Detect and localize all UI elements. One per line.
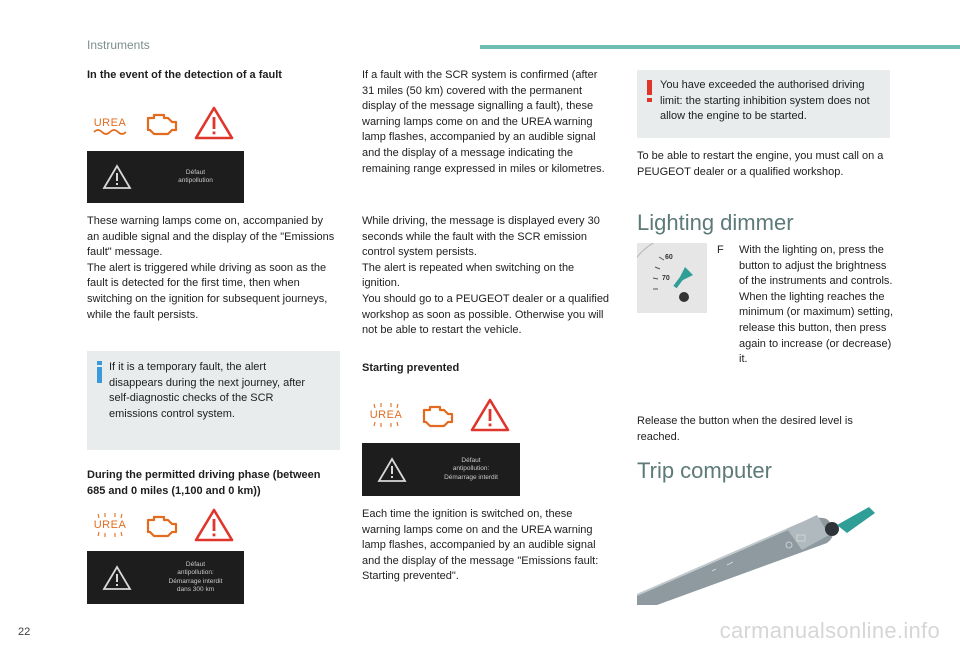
page-number: 22 <box>18 626 31 638</box>
stalk-button-icon <box>825 522 839 536</box>
text-block-confirmed-fault <box>362 68 612 177</box>
display-warning-icon <box>87 164 147 190</box>
info-text: If it is a temporary fault, the alert disappears during the next journey, after self-diagnostic checks of the SCR emissions control system. <box>109 361 306 420</box>
display-message <box>147 169 244 186</box>
display-line: Défaut <box>461 456 481 464</box>
display-warning-icon <box>87 565 147 591</box>
heading-permitted-driving: During the permitted driving phase (between 685 and 0 miles (1,100 and 0 km)) <box>87 469 321 497</box>
paragraph: While driving, the message is displayed every 30 seconds while the fault with the SCR emission control system persists. <box>362 215 600 259</box>
display-emissions-fault <box>87 151 244 203</box>
info-icon <box>96 361 103 383</box>
display-start-prevented <box>362 443 520 496</box>
display-message <box>422 457 520 483</box>
text-block-ignition <box>362 507 612 585</box>
urea-lamp-icon <box>366 400 406 430</box>
bullet-arrow-icon: F <box>717 244 724 256</box>
paragraph: If a fault with the SCR system is confirmed (after 31 miles (50 km) covered with the permanent display of the message signalling a fault), these warning lamps come on and the UREA warning lamp flashes, accompanied by an audible signal and the display of a message indicating the remaining range expressed in miles or kilometres. <box>362 69 605 175</box>
urea-label: UREA <box>93 117 127 129</box>
paragraph: Each time the ignition is switched on, these warning lamps come on and the UREA warning lamp flashes, accompanied by an audible signal and the display of the message "Emissions fault: Starting prevented". <box>362 508 599 583</box>
paragraph: You should go to a PEUGEOT dealer or a qualified workshop as soon as possible. Otherwise you will not be able to restart the vehicle. <box>362 292 610 337</box>
heading-trip-computer: Trip computer <box>637 458 772 483</box>
text-block-restart <box>637 149 890 180</box>
paragraph: The alert is triggered while driving as soon as the fault is detected for the first time, then when switching on the ignition for subsequent journeys, while the fault persists. <box>87 261 328 321</box>
display-line: antipollution: <box>177 569 214 576</box>
paragraph: These warning lamps come on, accompanied by an audible signal and the display of the "Emissions fault" message. <box>87 215 335 259</box>
engine-lamp-icon <box>142 108 182 138</box>
text-block-fault <box>87 214 337 323</box>
display-line: dans 300 km <box>176 586 215 593</box>
text-block-driving <box>362 214 612 339</box>
stalk-illustration <box>637 495 882 605</box>
text-block-release <box>637 414 890 445</box>
display-line: antipollution <box>178 177 213 184</box>
watermark: carmanualsonline.info <box>719 618 940 643</box>
display-line: Démarrage interdit <box>168 577 223 585</box>
bullet-text: With the lighting on, press the button to adjust the brightness of the instruments and controls. When the lighting reaches the minimum (or maximum) setting, release this button, then press again to increase (or decrease) it. <box>739 244 894 366</box>
warning-lamps-row-1 <box>90 106 234 140</box>
urea-lamp-icon <box>90 510 130 540</box>
display-line: Défaut <box>185 168 206 176</box>
header-rule <box>480 45 960 49</box>
display-line: antipollution: <box>452 465 490 473</box>
gauge-label-70: 70 <box>662 275 670 282</box>
heading-lighting-dimmer: Lighting dimmer <box>637 210 794 235</box>
urea-label: UREA <box>93 519 127 531</box>
warning-triangle-icon <box>194 106 234 140</box>
paragraph: Release the button when the desired level is reached. <box>637 415 853 443</box>
display-warning-icon <box>362 457 422 483</box>
paragraph: The alert is repeated when switching on the ignition. <box>362 261 575 290</box>
paragraph: To be able to restart the engine, you must call on a PEUGEOT dealer or a qualified workshop. <box>637 150 884 178</box>
engine-lamp-icon <box>142 510 182 540</box>
warning-box-driving-limit <box>637 70 890 138</box>
warning-lamps-row-3 <box>366 398 510 432</box>
dimmer-illustration <box>637 243 707 313</box>
exclamation-icon <box>646 80 653 102</box>
info-box-temporary-fault <box>87 351 340 450</box>
engine-lamp-icon <box>418 400 458 430</box>
urea-label: UREA <box>369 409 403 421</box>
display-line: Défaut <box>185 560 206 568</box>
display-line: Démarrage interdit <box>444 473 498 481</box>
display-start-prevented-range <box>87 551 244 604</box>
display-message <box>147 561 244 595</box>
heading-fault-detection: In the event of the detection of a fault <box>87 69 282 81</box>
warning-text: You have exceeded the authorised driving limit: the starting inhibition system does not allow the engine to be started. <box>660 79 870 123</box>
heading-starting-prevented: Starting prevented <box>362 362 460 374</box>
urea-lamp-icon <box>90 108 130 138</box>
section-label: Instruments <box>87 38 150 52</box>
gauge-label-60: 60 <box>665 254 673 261</box>
bullet-dimmer <box>717 243 897 368</box>
warning-triangle-icon <box>194 508 234 542</box>
dimmer-button-icon <box>679 292 689 302</box>
warning-lamps-row-2 <box>90 508 234 542</box>
arrow-icon <box>837 507 875 533</box>
warning-triangle-icon <box>470 398 510 432</box>
